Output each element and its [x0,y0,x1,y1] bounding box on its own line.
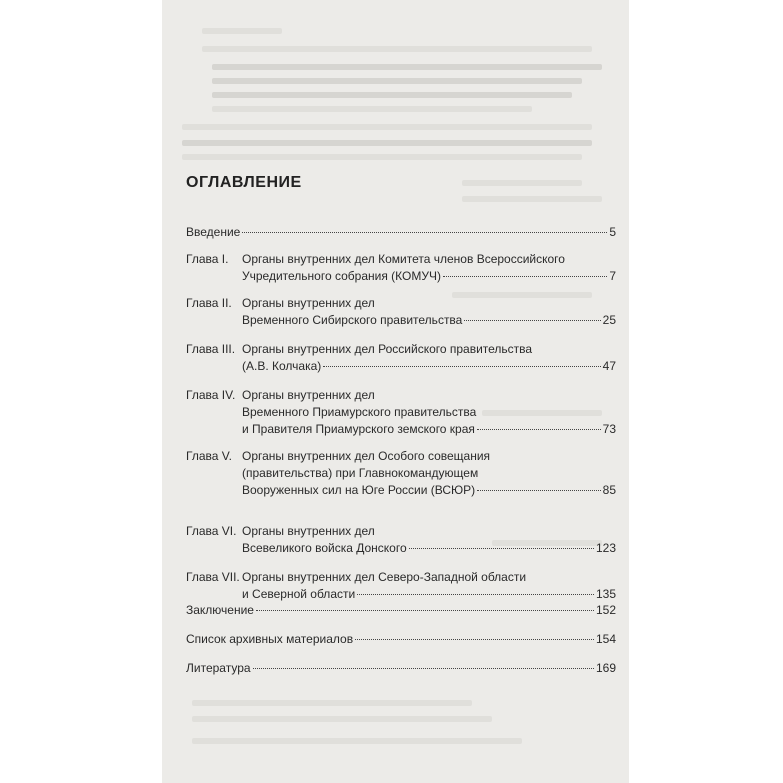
chapter-label: Глава IV. [186,388,236,402]
entry-title-line: Органы внутренних дел [242,296,375,310]
dot-leader [357,594,594,595]
dot-leader [477,429,601,430]
page-number: 154 [595,632,616,646]
entry-title-line: (А.В. Колчака) [242,359,322,373]
toc-title: ОГЛАВЛЕНИЕ [186,174,302,191]
entry-title-line: и Правителя Приамурского земского края [242,422,475,436]
entry-title-line: Всевеликого войска Донского [242,541,407,555]
dot-leader [477,490,601,491]
entry-title-line: Органы внутренних дел Российского правительства [242,342,533,356]
entry-title-line: Временного Приамурского правительства [242,405,477,419]
dot-leader [323,366,600,367]
dot-leader [443,276,607,277]
page-number: 85 [602,483,616,497]
chapter-label: Глава I. [186,252,229,266]
chapter-label: Глава VII. [186,570,240,584]
page-number: 47 [602,359,616,373]
entry-title-line: Органы внутренних дел Комитета членов Всероссийского [242,252,565,266]
entry-title-line: Органы внутренних дел [242,524,375,538]
chapter-label: Глава VI. [186,524,237,538]
entry-title-line: Учредительного собрания (КОМУЧ) [242,269,441,283]
entry-title-line: Вооруженных сил на Юге России (ВСЮР) [242,483,476,497]
chapter-label: Глава V. [186,449,232,463]
page-number: 135 [595,587,616,601]
page-number: 25 [602,313,616,327]
dot-leader [409,548,594,549]
page-number: 152 [595,603,616,617]
dot-leader [253,668,594,669]
entry-title-line: Временного Сибирского правительства [242,313,463,327]
page-number: 73 [602,422,616,436]
dot-leader [242,232,607,233]
page-number: 123 [595,541,616,555]
dot-leader [464,320,600,321]
entry-title-line: Заключение [186,603,254,617]
page-number: 7 [609,269,616,283]
entry-title-line: Органы внутренних дел Особого совещания [242,449,491,463]
page-number: 5 [609,225,616,239]
entry-title-line: Список архивных материалов [186,632,354,646]
entry-title-line: Органы внутренних дел Северо-Западной области [242,570,527,584]
entry-title-line: Органы внутренних дел [242,388,375,402]
dot-leader [256,610,594,611]
dot-leader [355,639,594,640]
chapter-label: Глава II. [186,296,232,310]
entry-title-line: Литература [186,661,251,675]
page-number: 169 [595,661,616,675]
book-page [162,0,629,783]
chapter-label: Глава III. [186,342,236,356]
entry-title-line: (правительства) при Главнокомандующем [242,466,479,480]
entry-title-line: и Северной области [242,587,356,601]
entry-title-line: Введение [186,225,241,239]
